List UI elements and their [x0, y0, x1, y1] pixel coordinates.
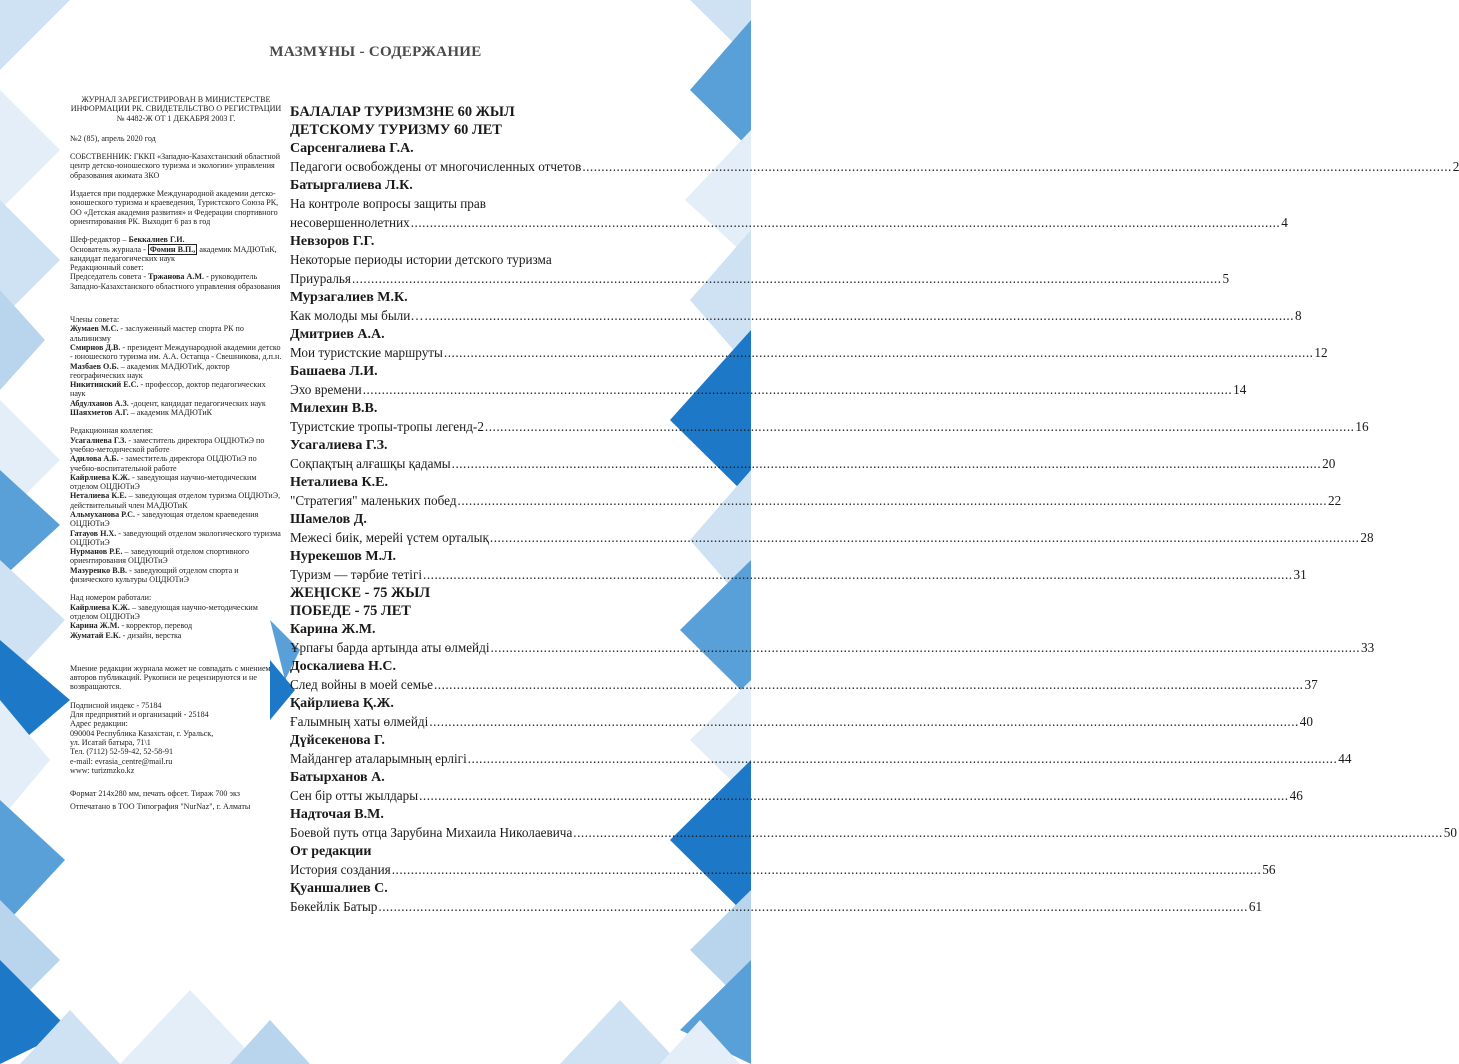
toc-entry[interactable]: Бөкейлік Батыр ..... 61 — [290, 897, 662, 916]
toc-author: Карина Ж.М. — [290, 622, 376, 637]
collegium-member: Кайрлиева К.Ж. - заведующая научно-методическим отделом ОЦДЮТиЭ — [70, 472, 257, 492]
collegium-member: Мазуренко В.В. - заведующий отделом спорта и физического культуры ОЦДЮТиЭ — [70, 565, 239, 585]
toc-entry[interactable]: Эхо времени ..... 14 — [290, 380, 662, 399]
member: Никитинский Е.С. - профессор, доктор педагогических наук — [70, 380, 266, 399]
section-title: ДЕТСКОМУ ТУРИЗМУ 60 ЛЕТ — [290, 122, 502, 138]
worked-list — [70, 603, 282, 640]
member: Жумаев М.С. - заслуженный мастер спорта РК по альпинизму — [70, 324, 244, 343]
worked-member: Карина Ж.М. - корректор, перевод — [70, 621, 193, 631]
toc-author: Дмитриев А.А. — [290, 327, 385, 342]
issue-number: №2 (85), апрель 2020 год — [70, 133, 156, 143]
members-label: Члены совета: — [70, 315, 120, 325]
collegium-member: Нурманов Р.Е. – заведующий отделом спортивного ориентирования ОЦДЮТиЭ — [70, 547, 250, 566]
registration-note: ЖУРНАЛ ЗАРЕГИСТРИРОВАН В МИНИСТЕРСТВЕ ИНФОРМАЦИИ РК. СВИДЕТЕЛЬСТВО О РЕГИСТРАЦИИ № 4482-Ж ОТ 1 ДЕКАБРЯ 2003 Г. — [70, 95, 282, 123]
contacts — [70, 701, 282, 775]
worked-member: Кайрлиева К.Ж. – заведующая научно-методическим отделом ОЦДЮТиЭ — [70, 602, 258, 621]
owner-note: СОБСТВЕННИК: ГККП «Западно-Казахстанский областной центр детско-юношеского туризма и экологии» управления образования акимата ЗКО — [70, 152, 281, 180]
imprint-column — [70, 95, 282, 812]
toc-author: Қуаншалиев С. — [290, 881, 388, 896]
collegium-member: Усагалиева Г.З. - заместитель директора ОЦДЮТиЭ по учебно-методической работе — [70, 435, 265, 454]
section-title: БАЛАЛАР ТУРИЗМЗНЕ 60 ЖЫЛ — [290, 104, 515, 120]
collegium-member: Гатауов Н.Х. - заведующий отделом экологического туризма ОЦДЮТиЭ — [70, 528, 281, 547]
support-note: Издается при поддержке Международной академии детско-юношеского туризма и краеведения, Туристского Союза РК, ОО «Детская академия развития» и Федерации спортивного ориентирования РК. Выходит 6 раз в год — [70, 189, 279, 226]
toc-entry[interactable]: Ғалымның хаты өлмейді ..... 40 — [290, 712, 662, 731]
contact-line: Тел. (7112) 52-59-42, 52-58-91 — [70, 747, 174, 757]
toc-entry[interactable]: Сен бір отты жылдары ..... 46 — [290, 786, 662, 805]
toc-entry[interactable]: История создания ..... 56 — [290, 860, 662, 879]
founder: Основатель журнала - Фомин В.П., академик МАДЮТиК, кандидат педагогических наук — [70, 244, 277, 263]
toc-author: Доскалиева Н.С. — [290, 659, 397, 674]
toc-author: Сарсенгалиева Г.А. — [290, 141, 414, 156]
toc-entry[interactable]: Мои туристские маршруты ..... 12 — [290, 343, 662, 362]
disclaimer: Мнение редакции журнала может не совпадать с мнением авторов публикаций. Рукописи не рецензируются и не возвращаются. — [70, 663, 271, 692]
collegium-label: Редакционная коллегия: — [70, 426, 153, 436]
toc-entry[interactable]: "Стратегия" маленьких побед ..... 22 — [290, 491, 662, 510]
toc-author: Мурзагалиев М.К. — [290, 290, 408, 305]
collegium-member: Альмуханова Р.С. - заведующая отделом краеведения ОЦДЮТиЭ — [70, 509, 259, 529]
toc-author: Невзоров Г.Г. — [290, 234, 375, 249]
section-title: ПОБЕДЕ - 75 ЛЕТ — [290, 603, 411, 619]
members-list — [70, 324, 282, 417]
toc-author: Шамелов Д. — [290, 512, 367, 527]
toc-author: Батыргалиева Л.К. — [290, 178, 413, 193]
contact-line: Адрес редакции: — [70, 719, 128, 729]
toc-entry[interactable]: Межесі биік, мерейі үстем орталық ..... 28 — [290, 528, 662, 547]
website-line: www: turizmzko.kz — [70, 765, 135, 775]
toc-entry[interactable]: Как молоды мы были… ..... 8 — [290, 306, 662, 325]
member: Мазбаев О.Б. – академик МАДЮТиК, доктор географических наук — [70, 361, 230, 380]
council-label: Редакционный совет: — [70, 263, 144, 273]
toc-entry[interactable]: Боевой путь отца Зарубина Михаила Николаевича ..... 50 — [290, 823, 662, 842]
toc-entry[interactable]: Соқпақтың алғашқы қадамы ..... 20 — [290, 454, 662, 473]
toc-entry-line: На контроле вопросы защиты прав — [290, 196, 486, 211]
collegium-member: Неталиева К.Е. – заведующая отделом туризма ОЦДЮТиЭ, действительный член МАДЮТиК — [70, 491, 281, 510]
page-title: МАЗМҰНЫ - СОДЕРЖАНИЕ — [269, 44, 482, 60]
toc-author: Башаева Л.И. — [290, 364, 378, 379]
section-title: ЖЕҢІСКЕ - 75 ЖЫЛ — [290, 585, 431, 601]
table-of-contents — [290, 103, 1459, 916]
worked-label: Над номером работали: — [70, 593, 152, 603]
chief-editor: Шеф-редактор – Беккалиев Г.И. — [70, 235, 185, 245]
toc-author: Усагалиева Г.З. — [290, 438, 388, 453]
contact-line: ул. Исатай батыра, 71\1 — [70, 737, 151, 747]
toc-entry[interactable]: Туристские тропы-тропы легенд-2 ..... 16 — [290, 417, 662, 436]
toc-author: Нурекешов М.Л. — [290, 549, 396, 564]
council-chair: Председатель совета - Тржанова А.М. - руководитель Западно-Казахстанского областного управления образования — [70, 272, 281, 291]
toc-entry[interactable]: несовершеннолетних ..... 4 — [290, 213, 662, 232]
toc-author: Милехин В.В. — [290, 401, 378, 416]
worked-member: Жуматай Е.К. - дизайн, верстка — [70, 630, 182, 640]
member: Смирнов Д.В. - президент Международной академии детско - юношеского туризма им. А.А. Остапца - Свешникова, д.п.н. — [70, 342, 282, 362]
toc-entry-line: Некоторые периоды истории детского туризма — [290, 252, 552, 267]
email-line: e-mail: evrasia_centre@mail.ru — [70, 756, 173, 766]
member: Абдулханов А.З. -доцент, кандидат педагогических наук — [70, 398, 266, 408]
member: Шаяхметов А.Г. – академик МАДЮТиК — [70, 408, 213, 418]
contact-line: Подписной индекс - 75184 — [70, 700, 162, 710]
format-note: Формат 214х280 мм, печать офсет. Тираж 700 экз — [70, 789, 240, 799]
toc-author: Надточая В.М. — [290, 807, 384, 822]
toc-author: От редакции — [290, 844, 372, 859]
toc-entry[interactable]: Педагоги освобождены от многочисленных отчетов ..... 2 — [290, 157, 662, 176]
toc-entry[interactable]: Ұрпағы барда артында аты өлмейді ..... 33 — [290, 638, 662, 657]
toc-entry[interactable]: След войны в моей семье ..... 37 — [290, 675, 662, 694]
toc-entry[interactable]: Приуралья ..... 5 — [290, 269, 662, 288]
printed-note: Отпечатано в ТОО Типография "NurNaz", г. Алматы — [70, 802, 251, 812]
collegium-member: Адилова А.Б. - заместитель директора ОЦДЮТиЭ по учебно-воспитательной работе — [70, 454, 257, 473]
toc-author: Қайрлиева Қ.Ж. — [290, 696, 394, 711]
toc-entry[interactable]: Майдангер аталарымның ерлігі ..... 44 — [290, 749, 662, 768]
toc-author: Неталиева К.Е. — [290, 475, 388, 490]
toc-author: Дүйсекенова Г. — [290, 733, 385, 748]
contact-line: 090004 Республика Казахстан, г. Уральск, — [70, 728, 214, 738]
contact-line: Для предприятий и организаций - 25184 — [70, 710, 209, 720]
collegium-list — [70, 436, 282, 585]
toc-entry[interactable]: Туризм — тәрбие тетігі ..... 31 — [290, 565, 662, 584]
toc-author: Батырханов А. — [290, 770, 385, 785]
